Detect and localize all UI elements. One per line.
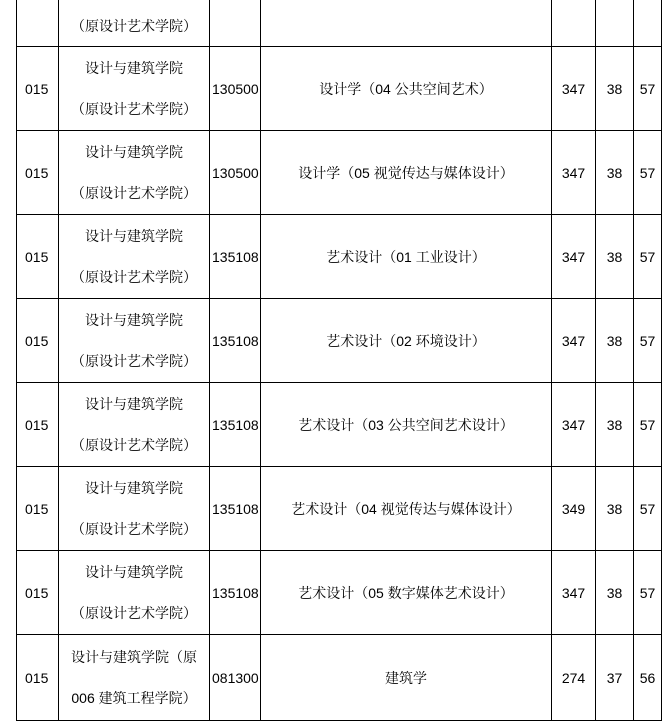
single-score-cell-2: 57 [634, 215, 662, 299]
college-cell: 设计与建筑学院 （原设计艺术学院） [59, 215, 210, 299]
single-score-cell-1: 38 [596, 551, 634, 635]
major-code-cell [210, 0, 261, 47]
major-code-cell: 135108 [210, 215, 261, 299]
major-code-cell: 135108 [210, 383, 261, 467]
college-code-cell: 015 [17, 131, 59, 215]
total-score-cell: 349 [552, 467, 596, 551]
major-name-cell [261, 0, 552, 47]
single-score-cell-1 [596, 0, 634, 47]
college-cell: 设计与建筑学院 （原设计艺术学院） [59, 467, 210, 551]
college-cell: 设计与建筑学院 （原设计艺术学院） [59, 383, 210, 467]
college-cell: 设计与建筑学院 （原设计艺术学院） [59, 551, 210, 635]
major-name-cell: 艺术设计（05 数字媒体艺术设计） [261, 551, 552, 635]
college-cell: 设计与建筑学院 （原设计艺术学院） [59, 131, 210, 215]
major-name-cell: 设计学（04 公共空间艺术） [261, 47, 552, 131]
college-code-cell: 015 [17, 467, 59, 551]
table-row [17, 635, 662, 721]
single-score-cell-1: 38 [596, 299, 634, 383]
major-name-cell: 建筑学 [261, 635, 552, 721]
major-name-cell: 艺术设计（03 公共空间艺术设计） [261, 383, 552, 467]
single-score-cell-2: 57 [634, 47, 662, 131]
major-code-cell: 130500 [210, 131, 261, 215]
total-score-cell: 347 [552, 299, 596, 383]
single-score-cell-2: 57 [634, 551, 662, 635]
table-row [17, 467, 662, 551]
major-name-cell: 设计学（05 视觉传达与媒体设计） [261, 131, 552, 215]
single-score-cell-1: 38 [596, 383, 634, 467]
college-code-cell: 015 [17, 635, 59, 721]
total-score-cell: 347 [552, 551, 596, 635]
single-score-cell-2: 57 [634, 131, 662, 215]
college-code-cell: 015 [17, 551, 59, 635]
table-row [17, 47, 662, 131]
table-row [17, 131, 662, 215]
total-score-cell: 347 [552, 131, 596, 215]
single-score-cell-1: 38 [596, 215, 634, 299]
total-score-cell [552, 0, 596, 47]
total-score-cell: 274 [552, 635, 596, 721]
single-score-cell-2: 57 [634, 383, 662, 467]
single-score-cell-1: 37 [596, 635, 634, 721]
table-row [17, 551, 662, 635]
college-code-cell: 015 [17, 383, 59, 467]
major-name-cell: 艺术设计（01 工业设计） [261, 215, 552, 299]
total-score-cell: 347 [552, 47, 596, 131]
college-code-cell: 015 [17, 47, 59, 131]
single-score-cell-1: 38 [596, 467, 634, 551]
single-score-cell-2: 57 [634, 299, 662, 383]
college-cell: 设计与建筑学院（原 006 建筑工程学院） [59, 635, 210, 721]
major-code-cell: 135108 [210, 299, 261, 383]
college-cell: 设计与建筑学院 （原设计艺术学院） [59, 47, 210, 131]
single-score-cell-2: 56 [634, 635, 662, 721]
single-score-cell-2: 57 [634, 467, 662, 551]
single-score-cell-1: 38 [596, 131, 634, 215]
table-row [17, 215, 662, 299]
single-score-cell-1: 38 [596, 47, 634, 131]
major-code-cell: 081300 [210, 635, 261, 721]
single-score-cell-2 [634, 0, 662, 47]
major-code-cell: 135108 [210, 551, 261, 635]
major-code-cell: 135108 [210, 467, 261, 551]
table-row-continued [17, 0, 662, 47]
college-code-cell: 015 [17, 299, 59, 383]
total-score-cell: 347 [552, 383, 596, 467]
score-table [16, 0, 662, 721]
major-code-cell: 130500 [210, 47, 261, 131]
major-name-cell: 艺术设计（04 视觉传达与媒体设计） [261, 467, 552, 551]
college-cell: （原设计艺术学院） [59, 0, 210, 47]
college-cell: 设计与建筑学院 （原设计艺术学院） [59, 299, 210, 383]
total-score-cell: 347 [552, 215, 596, 299]
college-code-cell: 015 [17, 215, 59, 299]
college-code-cell [17, 0, 59, 47]
major-name-cell: 艺术设计（02 环境设计） [261, 299, 552, 383]
table-row [17, 383, 662, 467]
table-row [17, 299, 662, 383]
